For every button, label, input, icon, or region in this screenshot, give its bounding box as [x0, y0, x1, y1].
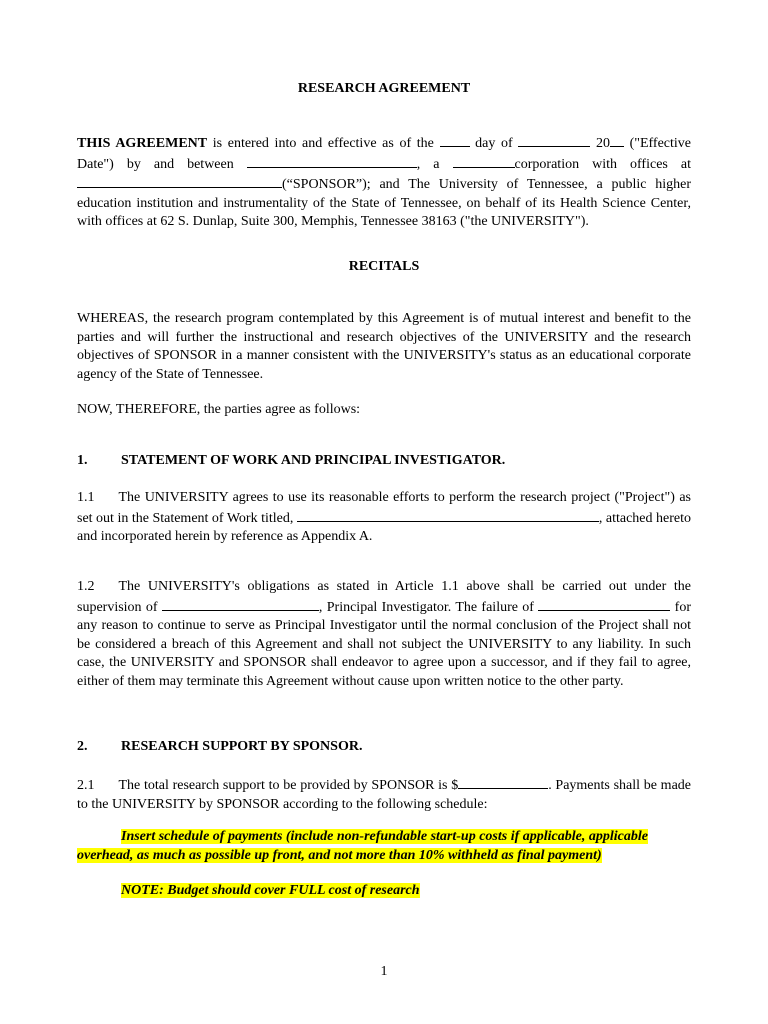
section-1-heading: [77, 453, 505, 469]
now-therefore-paragraph: NOW, THEREFORE, the parties agree as follows:: [77, 402, 361, 417]
intro-text-4: ("Effective Date") by and between: [77, 136, 692, 172]
page-number: 1: [380, 964, 388, 979]
total-support-amount-blank[interactable]: [458, 775, 548, 789]
statement-of-work-title-blank[interactable]: [297, 508, 599, 522]
investigator-failure-blank[interactable]: [538, 597, 670, 611]
paragraph-1-2-number: 1.2: [77, 579, 95, 594]
intro-text-5: , a: [416, 156, 453, 172]
sponsor-name-blank[interactable]: [247, 154, 417, 168]
budget-note: [77, 881, 691, 900]
paragraph-1-2-text-c: for any reason to continue to serve as Principal Investigator until the normal conclusion of the Project shall not be considered a breach of this Agreement and shall not subject the UNIVERSITY to any liability. In such case, the UNIVERSITY and SPONSOR shall endeavor to agree upon a successor, and if they fail to agree, either of them may terminate this Agreement without cause upon written notice to the other party.: [77, 599, 691, 689]
paragraph-2-1-number: 2.1: [77, 778, 95, 793]
paragraph-2-1-text-b: . Payments shall be made to the UNIVERSITY by SPONSOR according to the following schedule:: [77, 778, 691, 812]
intro-paragraph: [77, 133, 691, 232]
intro-text-1: is entered into and effective as of the: [207, 136, 440, 151]
paragraph-1-1-number: 1.1: [77, 490, 95, 505]
section-1-number: 1.: [77, 453, 88, 468]
document-title: RESEARCH AGREEMENT: [297, 81, 471, 96]
paragraph-1-2-text-b: , Principal Investigator. The failure of: [318, 599, 539, 615]
day-blank[interactable]: [440, 133, 470, 147]
whereas-paragraph: WHEREAS, the research program contemplated by this Agreement is of mutual interest and benefit to the parties and will further the instructional and research objectives of the UNIVERSITY and the research objectives of SPONSOR in a manner consistent with the UNIVERSITY's status as an educational corporate agency of the State of Tennessee.: [77, 311, 691, 382]
paragraph-1-1-text-a: The UNIVERSITY agrees to use its reasonable efforts to perform the research project ("Project") as set out in the Statement of Work titled,: [77, 490, 691, 526]
paragraph-1-2-text-a: The UNIVERSITY's obligations as stated in Article 1.1 above shall be carried out under the supervision of: [77, 579, 691, 615]
paragraph-2-1: [77, 775, 691, 814]
paragraph-2-1-text-a: The total research support to be provided by SPONSOR is $: [118, 778, 459, 793]
section-2-number: 2.: [77, 739, 88, 754]
paragraph-1-2: [77, 578, 691, 691]
payment-schedule-instruction: [77, 827, 691, 865]
intro-text-6: corporation with offices at: [514, 156, 691, 172]
section-2-title: RESEARCH SUPPORT BY SPONSOR.: [121, 739, 363, 754]
paragraph-1-1: [77, 489, 691, 547]
year-blank[interactable]: [610, 133, 624, 147]
intro-lead: THIS AGREEMENT: [77, 136, 208, 151]
section-2-heading: [77, 739, 362, 755]
sponsor-address-blank[interactable]: [77, 174, 282, 188]
section-1-title: STATEMENT OF WORK AND PRINCIPAL INVESTIGATOR.: [121, 453, 506, 468]
intro-text-2: day of: [469, 136, 519, 151]
month-blank[interactable]: [518, 133, 590, 147]
recitals-heading: RECITALS: [348, 259, 420, 274]
intro-text-7: (“SPONSOR”); and The University of Tennessee, a public higher education institution and instrumentality of the State of Tennessee, on behalf of its Health Science Center, with offices at 62 S. Dunlap, Suite 300, Memphis, Tennessee 38163 ("the UNIVERSITY").: [77, 177, 691, 229]
corporation-type-blank[interactable]: [453, 154, 515, 168]
paragraph-1-1-text-b: , attached hereto and incorporated herein by reference as Appendix A.: [77, 510, 691, 544]
intro-text-3: 20: [590, 136, 610, 151]
budget-note-text: NOTE: Budget should cover FULL cost of research: [121, 883, 420, 898]
principal-investigator-blank[interactable]: [162, 597, 319, 611]
payment-schedule-instruction-text: Insert schedule of payments (include non-refundable start-up costs if applicable, applicable overhead, as much as possible up front, and not more than 10% withheld as final payment): [77, 829, 648, 863]
